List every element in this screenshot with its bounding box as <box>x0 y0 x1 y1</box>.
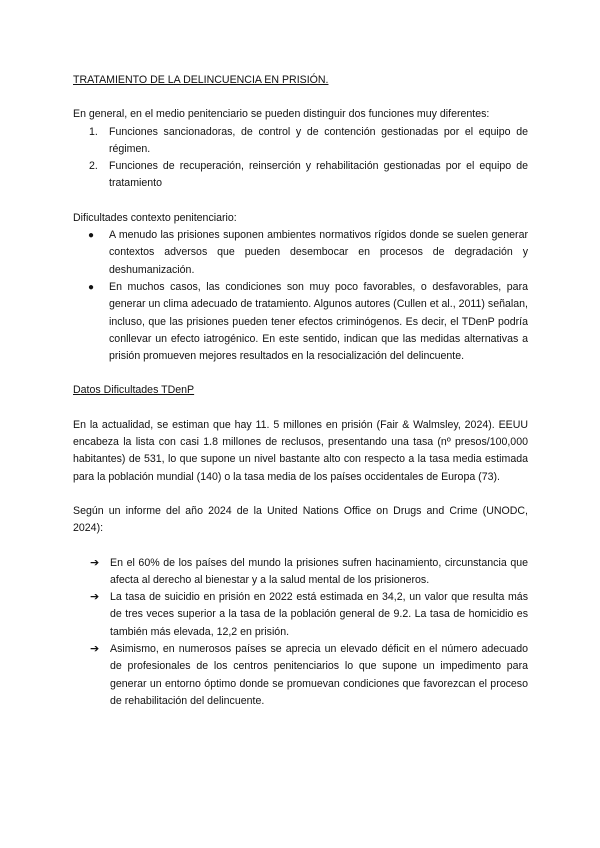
difficulties-heading: Dificultades contexto penitenciario: <box>73 211 237 224</box>
list-item <box>73 158 528 193</box>
list-item <box>73 227 528 279</box>
spacer <box>73 486 528 503</box>
difficulties-list <box>73 227 528 365</box>
report-intro: Según un informe del año 2024 de la United Nations Office on Drugs and Crime (UNODC, 2024): <box>73 504 528 535</box>
report-points-list <box>73 555 528 711</box>
page-title: TRATAMIENTO DE LA DELINCUENCIA EN PRISIÓN. <box>73 74 329 86</box>
bullet-icon: ● <box>88 281 95 293</box>
list-number: 1. <box>89 125 98 138</box>
list-item <box>73 279 528 365</box>
functions-list <box>73 124 528 193</box>
spacer <box>73 365 528 382</box>
arrow-icon: ➔ <box>90 643 100 656</box>
arrow-icon: ➔ <box>90 556 100 569</box>
list-item-text: La tasa de suicidio en prisión en 2022 está estimada en 34,2, un valor que resulta más de tres veces superior a la tasa de la población general de 9.2. La tasa de homicidio es también más elevada, 12,2 en prisión. <box>110 591 528 638</box>
list-item-text: Asimismo, en numerosos países se aprecia un elevado déficit en el número adecuado de profesionales de los centros penitenciarios lo que supone un impedimento para generar un entorno óptimo donde se promuevan condiciones que favorezcan el proceso de rehabilitación del delincuente. <box>110 643 528 707</box>
list-item-text: A menudo las prisiones suponen ambientes normativos rígidos donde se suelen generar contextos adversos que pueden desembocar en procesos de degradación y deshumanización. <box>109 229 528 276</box>
spacer <box>73 89 528 106</box>
list-item <box>73 124 528 159</box>
list-item-text: En el 60% de los países del mundo la prisiones sufren hacinamiento, circunstancia que afecta al derecho al bienestar y a la salud mental de los prisioneros. <box>110 556 528 586</box>
list-item-text: Funciones de recuperación, reinserción y rehabilitación gestionadas por el equipo de tratamiento <box>109 160 528 190</box>
spacer <box>73 400 528 417</box>
bullet-icon: ● <box>88 230 95 242</box>
intro-paragraph: En general, en el medio penitenciario se pueden distinguir dos funciones muy diferentes: <box>73 108 490 121</box>
list-item <box>73 589 528 641</box>
list-number: 2. <box>89 160 98 173</box>
document-page <box>73 72 528 710</box>
spacer <box>73 538 528 555</box>
spacer <box>73 193 528 210</box>
section-heading: Datos Dificultades TDenP <box>73 384 195 397</box>
list-item-text: En muchos casos, las condiciones son muy poco favorables, o desfavorables, para generar un clima adecuado de tratamiento. Algunos autores (Cullen et al., 2011) señalan, incluso, que las prisiones pueden tener efectos criminógenos. Es decir, el TDenP podría conllevar un efecto iatrogénico. En este sentido, indican que las medidas alternativas a prisión promueven mejores resultados en la resocialización del delincuente. <box>109 280 528 363</box>
list-item-text: Funciones sancionadoras, de control y de contención gestionadas por el equipo de régimen. <box>109 125 528 155</box>
list-item <box>73 555 528 590</box>
list-item <box>73 641 528 710</box>
arrow-icon: ➔ <box>90 591 100 604</box>
data-paragraph: En la actualidad, se estiman que hay 11. 5 millones en prisión (Fair & Walmsley, 2024). EEUU encabeza la lista con casi 1.8 millones de reclusos, presentando una tasa (nº presos/100,000 habitantes) de 531, lo que supone un nivel bastante alto con respecto a la tasa media estimada para la población mundial (140) o la tasa media de los países occidentales de Europa (73). <box>73 418 528 483</box>
